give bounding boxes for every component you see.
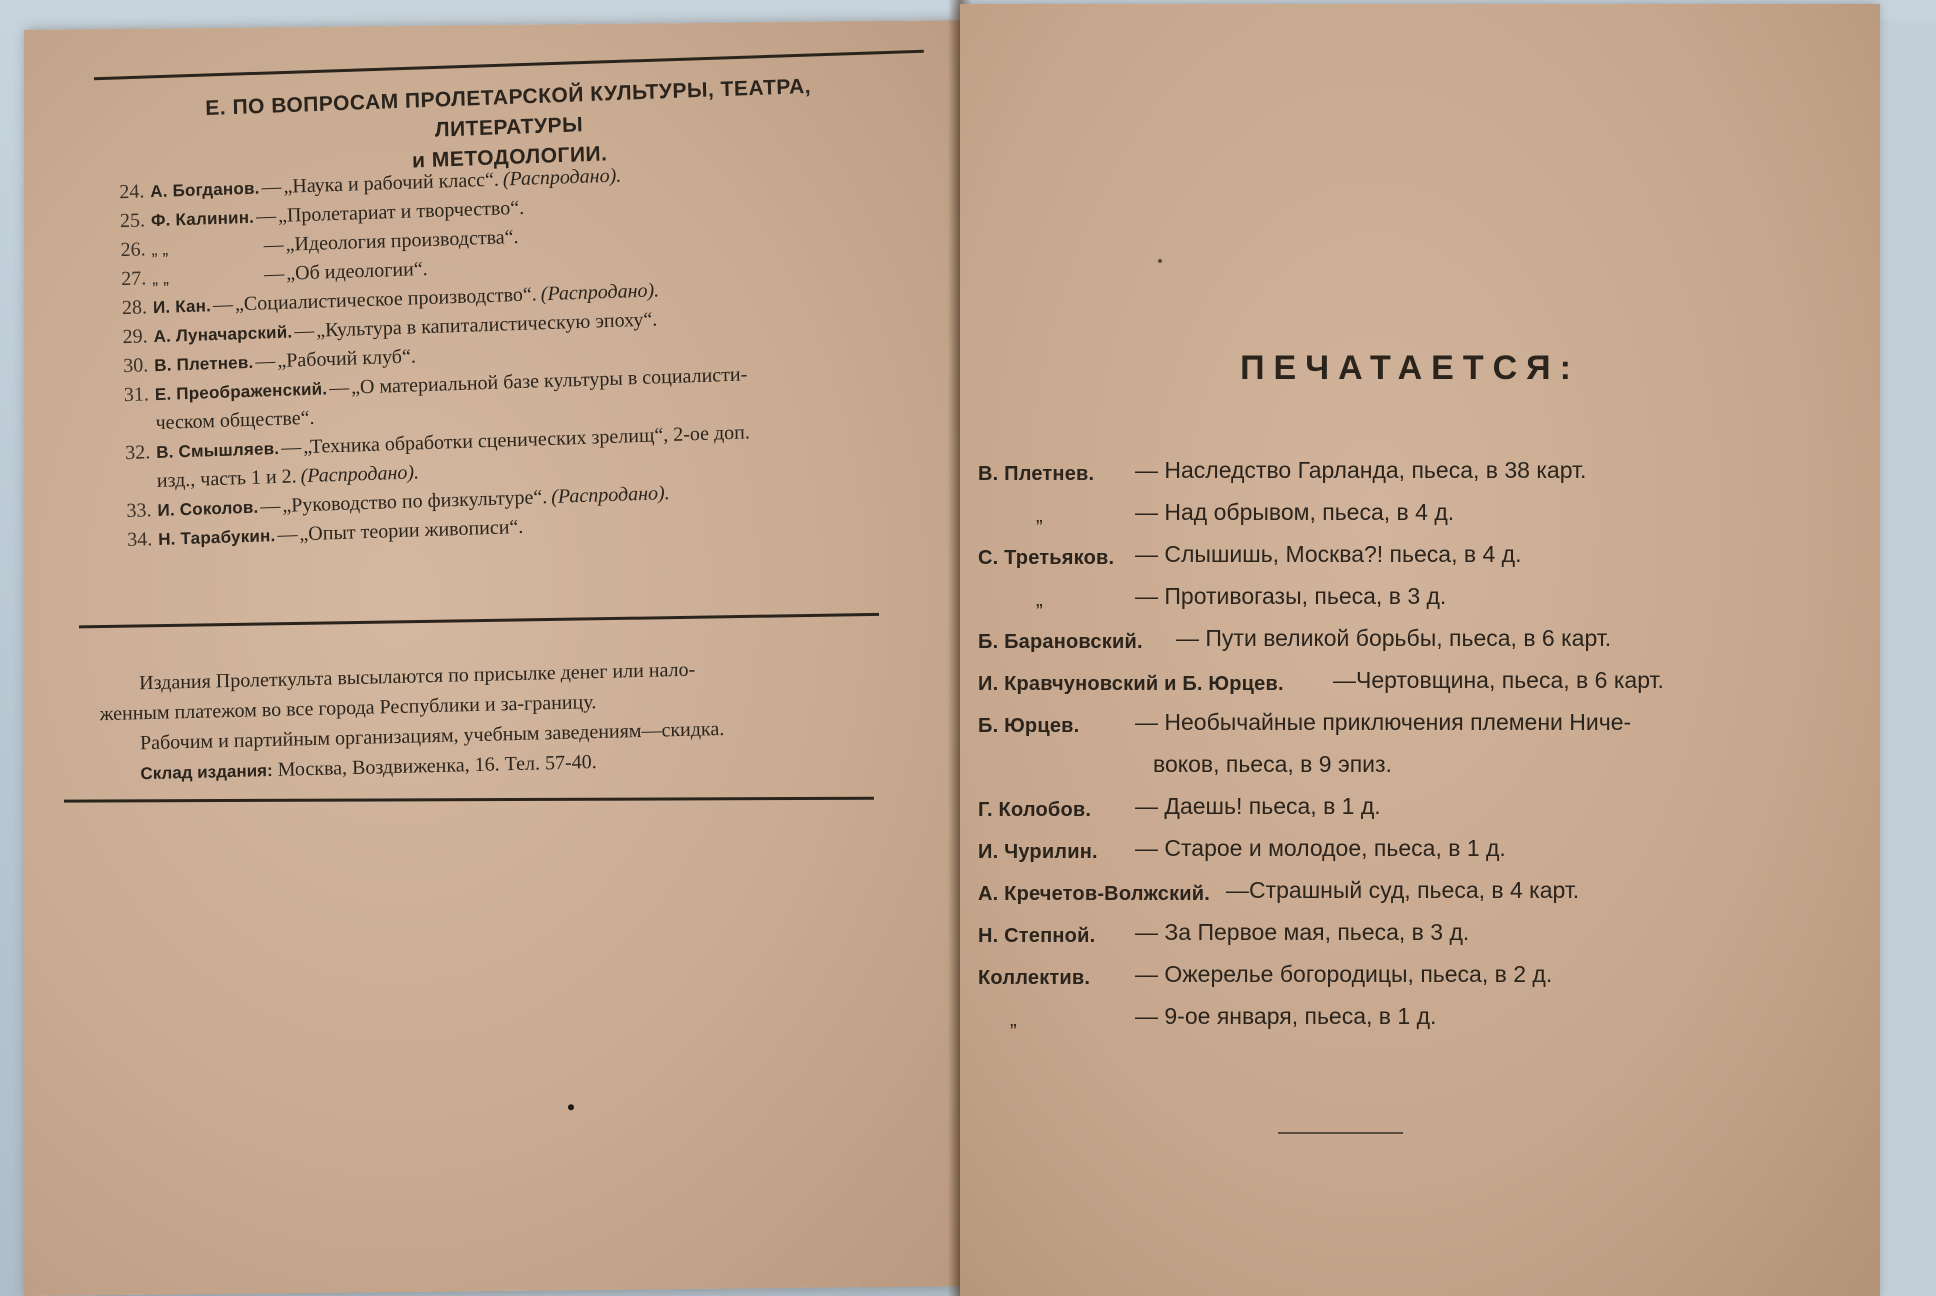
- entry-number: 30.: [123, 354, 149, 378]
- entry-author: И. Соколов.: [157, 497, 259, 521]
- list-item: 27. „ „ — „Об идеологии“.: [86, 240, 886, 296]
- entry-author: В. Смышляев.: [156, 438, 280, 463]
- list-item: [978, 659, 1858, 701]
- play-author: „: [1036, 589, 1043, 611]
- list-item: 31. Е. Преображенский. — „О материальной базе культуры в социалисти-: [89, 356, 889, 412]
- entry-title: „О материальной базе культуры в социалисти-: [350, 363, 748, 399]
- play-author: Б. Юрцев.: [978, 715, 1080, 737]
- play-author: Н. Степной.: [978, 925, 1096, 947]
- ink-spot: [1158, 259, 1162, 263]
- play-author: „: [1036, 505, 1043, 527]
- play-author: А. Кречетов-Волжский.: [978, 883, 1211, 905]
- entry-author: Ф. Калинин.: [150, 207, 255, 231]
- play-author: Коллектив.: [978, 967, 1091, 989]
- entry-author: „ „: [151, 239, 169, 260]
- entry-number: 26.: [120, 238, 146, 262]
- list-item: [978, 701, 1858, 743]
- entry-title: „Идеология производства“.: [285, 225, 519, 256]
- entry-title: „Культура в капиталистическую эпоху“.: [316, 308, 658, 342]
- closing-rule: [1278, 1132, 1403, 1134]
- play-title: —Страшный суд, пьеса, в 4 карт.: [1226, 877, 1580, 903]
- notice-line: Издания Пролеткульта высылаются по присылке денег или нало-: [139, 658, 696, 695]
- entry-author: А. Луначарский.: [153, 322, 293, 347]
- entry-number: 31.: [123, 383, 150, 407]
- entry-number: 24.: [119, 180, 145, 204]
- entry-note: (Распродано).: [551, 482, 670, 508]
- list-item: 26. „ „ — „Идеология производства“.: [85, 211, 885, 267]
- entry-author: Н. Тарабукин.: [157, 526, 276, 549]
- play-title: — Даешь! пьеса, в 1 д.: [1135, 793, 1381, 819]
- background-edge: [1880, 20, 1936, 1296]
- section-title-line1: Е. ПО ВОПРОСАМ ПРОЛЕТАРСКОЙ КУЛЬТУРЫ, ТЕАТРА, ЛИТЕРАТУРЫ: [205, 74, 812, 142]
- list-item: 33. И. Соколов. — „Руководство по физкультуре“. (Распродано).: [91, 472, 891, 528]
- play-title: — Необычайные приключения племени Ниче-: [1135, 709, 1632, 735]
- section-title-line2: и МЕТОДОЛОГИИ.: [411, 142, 608, 173]
- entry-author: И. Кан.: [152, 296, 212, 318]
- entry-author: В. Плетнев.: [154, 352, 254, 376]
- notice-block: [99, 650, 891, 790]
- entry-note: (Распродано).: [540, 279, 660, 306]
- play-author: Б. Барановский.: [978, 631, 1143, 653]
- play-author: „: [1010, 1009, 1017, 1031]
- warehouse-address: Москва, Воздвиженка, 16. Тел. 57-40.: [277, 751, 597, 781]
- entry-number: 25.: [119, 209, 146, 233]
- middle-rule: [79, 613, 879, 629]
- play-author: В. Плетнев.: [978, 463, 1095, 485]
- entry-number: 34.: [126, 528, 153, 552]
- entry-title: „Пролетариат и творчество“.: [277, 196, 525, 227]
- notice-line: Рабочим и партийным организациям, учебным заведениям—скидка.: [139, 717, 725, 755]
- play-title: — Старое и молодое, пьеса, в 1 д.: [1135, 835, 1506, 861]
- list-item: 29. А. Луначарский. — „Культура в капиталистическую эпоху“.: [87, 298, 887, 354]
- notice-line: женным платежом во все города Республики и за-границу.: [99, 691, 597, 726]
- list-item: [978, 617, 1858, 659]
- right-page: [960, 4, 1880, 1296]
- forthcoming-plays-list: [978, 449, 1858, 1037]
- entry-note: (Распродано).: [502, 164, 622, 191]
- play-title: — Над обрывом, пьеса, в 4 д.: [1135, 499, 1455, 525]
- ink-spot: [568, 1104, 574, 1110]
- play-title: — Наследство Гарланда, пьеса, в 38 карт.: [1135, 457, 1587, 483]
- list-item: [978, 953, 1858, 995]
- play-title: — Противогазы, пьеса, в 3 д.: [1135, 583, 1447, 609]
- list-item: 28. И. Кан. — „Социалистическое производство“. (Распродано).: [87, 269, 887, 325]
- entry-continuation: изд., часть 1 и 2.: [156, 465, 297, 493]
- entry-title: „Социалистическое производство“.: [234, 283, 538, 316]
- entry-number: 32.: [124, 441, 151, 465]
- entry-title: „Рабочий клуб“.: [277, 345, 417, 373]
- play-author: С. Третьяков.: [978, 547, 1115, 569]
- list-item: [978, 911, 1858, 953]
- bottom-rule-left: [64, 797, 874, 803]
- left-page: [24, 20, 960, 1296]
- play-author: Г. Колобов.: [978, 799, 1092, 821]
- entry-title: „Опыт теории живописи“.: [299, 515, 524, 546]
- list-item: 24. А. Богданов. — „Наука и рабочий класс“. (Распродано).: [84, 153, 884, 209]
- entry-title: „Об идеологии“.: [285, 258, 428, 285]
- play-title: — Слышишь, Москва?! пьеса, в 4 д.: [1135, 541, 1522, 567]
- entry-number: 28.: [121, 296, 148, 320]
- play-title: — Пути великой борьбы, пьеса, в 6 карт.: [1176, 625, 1612, 651]
- play-title: — Ожерелье богородицы, пьеса, в 2 д.: [1135, 961, 1553, 987]
- entry-author: „ „: [152, 268, 170, 289]
- warehouse-label: Склад издания:: [140, 760, 273, 784]
- entry-number: 33.: [126, 499, 152, 523]
- list-item: 25. Ф. Калинин. — „Пролетариат и творчество“.: [85, 182, 885, 238]
- printing-heading: ПЕЧАТАЕТСЯ:: [1240, 349, 1580, 387]
- entry-note: (Распродано).: [300, 461, 420, 488]
- play-author: И. Чурилин.: [978, 841, 1098, 863]
- list-item: 34. Н. Тарабукин. — „Опыт теории живописи“.: [92, 501, 892, 557]
- publication-list: [84, 153, 892, 556]
- list-item: [978, 827, 1858, 869]
- entry-continuation: ческом обществе“.: [155, 406, 315, 435]
- list-item: [978, 449, 1858, 491]
- entry-author: Е. Преображенский.: [154, 379, 328, 405]
- list-item: [978, 491, 1858, 533]
- entry-title: „Наука и рабочий класс“.: [283, 168, 500, 198]
- list-item: [978, 995, 1858, 1037]
- entry-number: 27.: [121, 267, 147, 291]
- list-item: [978, 533, 1858, 575]
- play-title: — За Первое мая, пьеса, в 3 д.: [1135, 919, 1470, 945]
- entry-author: А. Богданов.: [150, 178, 260, 202]
- list-item: [978, 575, 1858, 617]
- play-author: И. Кравчуновский и Б. Юрцев.: [978, 673, 1284, 695]
- list-item-continuation: [978, 743, 1858, 785]
- play-title: воков, пьеса, в 9 эпиз.: [1153, 751, 1392, 777]
- list-item: [978, 869, 1858, 911]
- list-item: 32. В. Смышляев. — „Техника обработки сценических зрелищ“, 2-ое доп.: [90, 414, 890, 470]
- list-item: [978, 785, 1858, 827]
- entry-number: 29.: [122, 325, 148, 349]
- entry-title: „Руководство по физкультуре“.: [282, 486, 548, 517]
- entry-title: „Техника обработки сценических зрелищ“, 2-ое доп.: [302, 421, 751, 459]
- play-title: —Чертовщина, пьеса, в 6 карт.: [1333, 667, 1664, 693]
- play-title: — 9-ое января, пьеса, в 1 д.: [1135, 1003, 1437, 1029]
- list-item: 30. В. Плетнев. — „Рабочий клуб“.: [88, 327, 888, 383]
